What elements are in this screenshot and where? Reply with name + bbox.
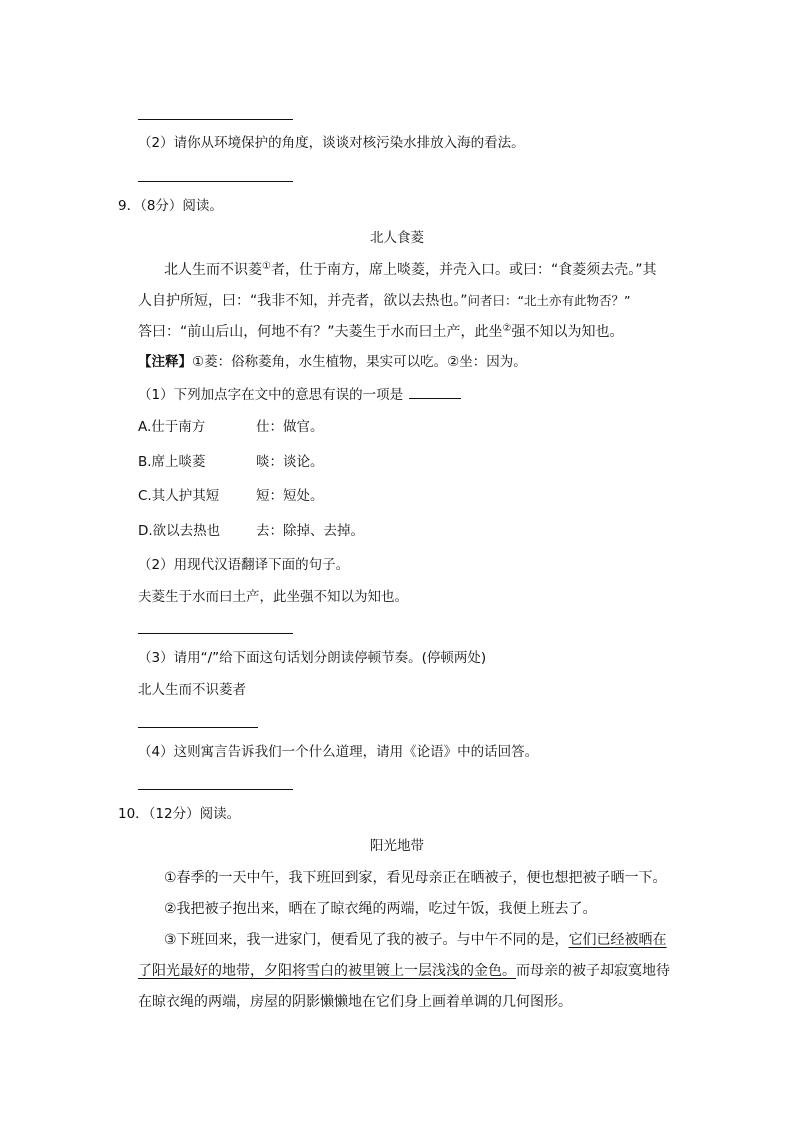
answer-line <box>138 181 293 182</box>
option-b[interactable] <box>138 454 538 470</box>
answer-line <box>138 789 293 790</box>
passage-text: 强不知以为知也。 <box>511 324 624 340</box>
underlined-text: 了阳光最好的地带，夕阳将雪白的被里镀上一层浅浅的金色。 <box>138 963 516 979</box>
passage-text: 答曰：“前山后山，何地不有？”夫菱生于水而曰土产，此坐 <box>138 324 503 340</box>
option-a[interactable] <box>138 419 538 435</box>
option-gloss: 啖：谈论。 <box>256 454 324 470</box>
q9-subquestion-3: （3）请用“/”给下面这句话划分朗读停顿节奏。(停顿两处) <box>138 650 487 666</box>
answer-blank[interactable] <box>409 386 461 399</box>
option-phrase: B.席上啖菱 <box>138 454 206 470</box>
notes-label: 【注释】 <box>138 354 192 370</box>
q9-header: 9．（8分）阅读。 <box>118 198 223 214</box>
option-phrase: C.其人护其短 <box>138 488 220 504</box>
passage-text: 人自护所短，曰：“我非不知，并壳者，欲以去热也。” <box>138 293 468 309</box>
q10-paragraph-3-line-1 <box>164 932 667 949</box>
q9-subquestion-2: （2）用现代汉语翻译下面的句子。 <box>138 557 350 573</box>
option-gloss: 仕：做官。 <box>256 419 324 435</box>
footnote-marker: ① <box>262 261 271 272</box>
q9-pause-sentence: 北人生而不识菱者 <box>138 682 246 698</box>
answer-line <box>138 727 258 728</box>
notes-text: ①菱：俗称菱角，水生植物，果实可以吃。②坐：因为。 <box>192 354 527 370</box>
q10-paragraph-2: ②我把被子抱出来，晒在了晾衣绳的两端，吃过午饭，我便上班去了。 <box>164 901 597 917</box>
q10-passage-title: 阳光地带 <box>370 838 424 854</box>
option-phrase: D.欲以去热也 <box>138 523 221 539</box>
paragraph-text: 而母亲的被子却寂寞地待 <box>516 963 670 979</box>
q9-passage-line-2 <box>138 293 630 310</box>
option-phrase: A.仕于南方 <box>138 419 206 435</box>
paragraph-text: ③下班回来，我一进家门，便看见了我的被子。与中午不同的是， <box>164 932 569 948</box>
passage-text: 者，仕于南方，席上啖菱，并壳入口。或曰：“食菱须去壳。”其 <box>270 262 657 278</box>
passage-text: 问者曰：“北土亦有此物否？” <box>467 293 631 308</box>
answer-line <box>138 119 293 120</box>
subquestion-text: （1）下列加点字在文中的意思有误的一项是 <box>138 387 404 403</box>
q9-passage-title: 北人食菱 <box>370 230 424 246</box>
passage-text: 北人生而不识菱 <box>164 262 262 278</box>
answer-line <box>138 633 293 634</box>
underlined-text: 它们已经被晒在 <box>568 932 667 948</box>
q8-subquestion-2: （2）请你从环境保护的角度，谈谈对核污染水排放入海的看法。 <box>138 135 525 151</box>
q9-translate-sentence: 夫菱生于水而曰土产，此坐强不知以为知也。 <box>138 589 408 605</box>
option-c[interactable] <box>138 488 538 504</box>
option-gloss: 去：除掉、去掉。 <box>256 523 364 539</box>
q10-paragraph-1: ①春季的一天中午，我下班回到家，看见母亲正在晒被子，便也想把被子晒一下。 <box>164 870 667 886</box>
q10-paragraph-3-line-3: 在晾衣绳的两端，房屋的阴影懒懒地在它们身上画着单调的几何图形。 <box>138 994 572 1010</box>
q10-header: 10．（12分）阅读。 <box>118 806 241 822</box>
q9-notes <box>138 354 527 370</box>
footnote-marker: ② <box>502 323 512 334</box>
q10-paragraph-3-line-2 <box>138 963 670 980</box>
q9-subquestion-4: （4）这则寓言告诉我们一个什么道理，请用《论语》中的话回答。 <box>138 744 539 760</box>
option-d[interactable] <box>138 523 538 539</box>
option-gloss: 短：短处。 <box>256 488 324 504</box>
q9-passage-line-1 <box>164 262 656 279</box>
q9-subquestion-1 <box>138 386 461 403</box>
q9-passage-line-3 <box>138 324 623 341</box>
